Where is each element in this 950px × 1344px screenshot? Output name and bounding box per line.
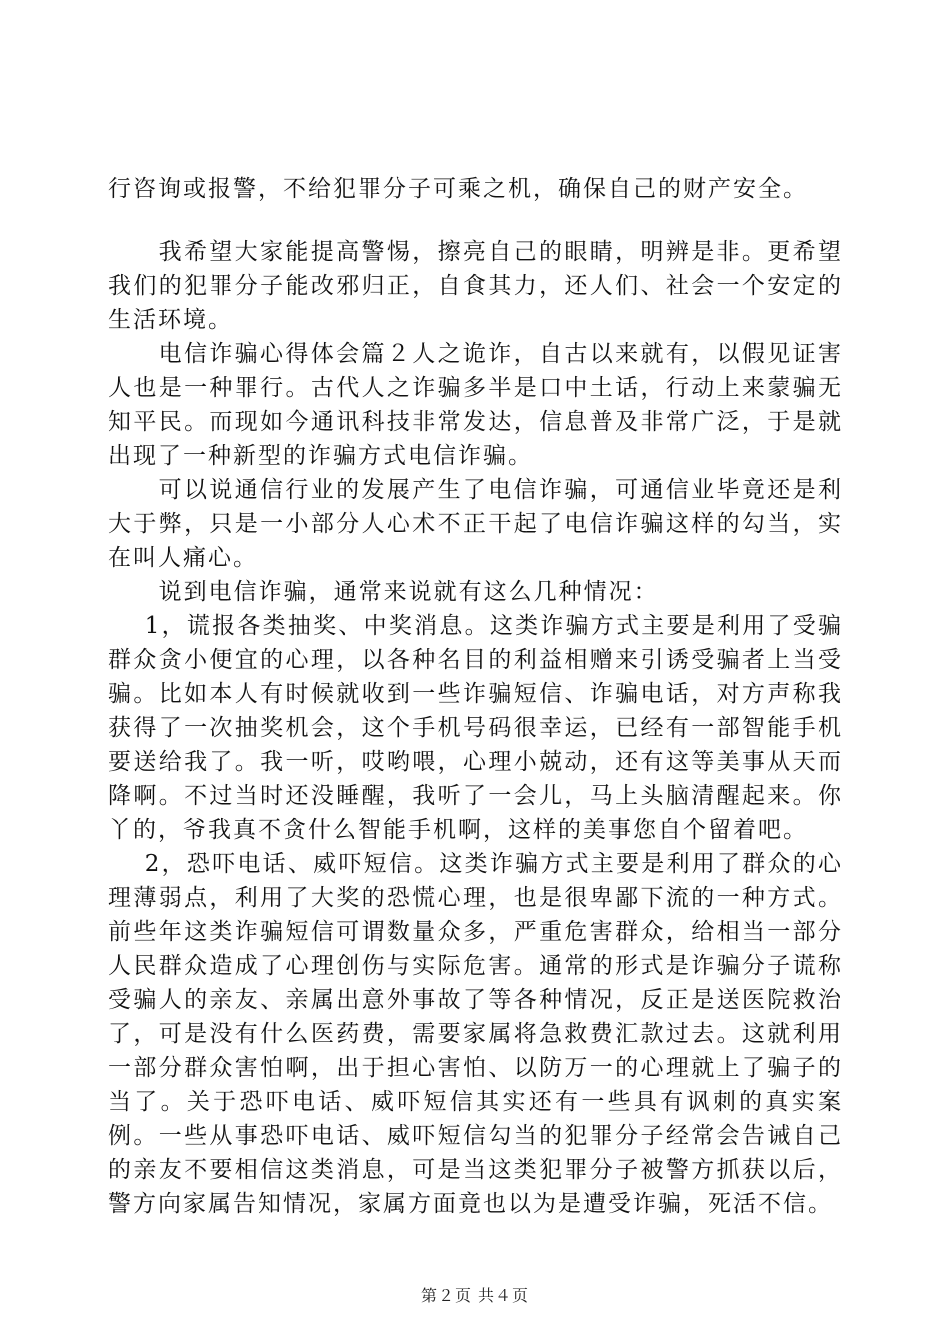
paragraph-telecom-industry: 可以说通信行业的发展产生了电信诈骗，可通信业毕竟还是利大于弊，只是一小部分人心术不正干起了电信诈骗这样的勾当，实在叫人痛心。 [108,477,843,571]
paragraph-hope: 我希望大家能提高警惕，擦亮自己的眼睛，明辨是非。更希望我们的犯罪分子能改邪归正，自食其力，还人们、社会一个安定的生活环境。 [108,239,843,333]
paragraph-continuation: 行咨询或报警，不给犯罪分子可乘之机，确保自己的财产安全。 [108,176,808,202]
paragraph-essay-2-intro: 电信诈骗心得体会篇２人之诡诈，自古以来就有，以假见证害人也是一种罪行。古代人之诈骗多半是口中土话，行动上来蒙骗无知平民。而现如今通讯科技非常发达，信息普及非常广泛，于是就出现了一种新型的诈骗方式电信诈骗。 [108,341,843,469]
paragraph-item-2: 2，恐吓电话、威吓短信。这类诈骗方式主要是利用了群众的心理薄弱点，利用了大奖的恐慌心理，也是很卑鄙下流的一种方式。前些年这类诈骗短信可谓数量众多，严重危害群众，给相当一部分人民群众造成了心理创伤与实际危害。通常的形式是诈骗分子谎称受骗人的亲友、亲属出意外事故了等各种情况，反正是送医院救治了，可是没有什么医药费，需要家属将急救费汇款过去。这就利用一部分群众害怕啊，出于担心害怕、以防万一的心理就上了骗子的当了。关于恐吓电话、威吓短信其实还有一些具有讽刺的真实案例。一些从事恐吓电话、威吓短信勾当的犯罪分子经常会告诫自己的亲友不要相信这类消息，可是当这类犯罪分子被警方抓获以后，警方向家属告知情况，家属方面竟也以为是遭受诈骗，死活不信。 [108,851,843,1217]
document-body [108,172,843,1221]
page-number-footer: 第２页 共４页 [420,1286,530,1305]
paragraph-item-1: 1，谎报各类抽奖、中奖消息。这类诈骗方式主要是利用了受骗群众贪小便宜的心理，以各种名目的利益相赠来引诱受骗者上当受骗。比如本人有时候就收到一些诈骗短信、诈骗电话，对方声称我获得了一次抽奖机会，这个手机号码很幸运，已经有一部智能手机要送给我了。我一听，哎哟喂，心理小兢动，还有这等美事从天而降啊。不过当时还没睡醒，我听了一会儿，马上头脑清醒起来。你丫的，爷我真不贪什么智能手机啊，这样的美事您自个留着吧。 [108,613,843,843]
paragraph-situations-intro: 说到电信诈骗，通常来说就有这么几种情况： [158,579,659,605]
